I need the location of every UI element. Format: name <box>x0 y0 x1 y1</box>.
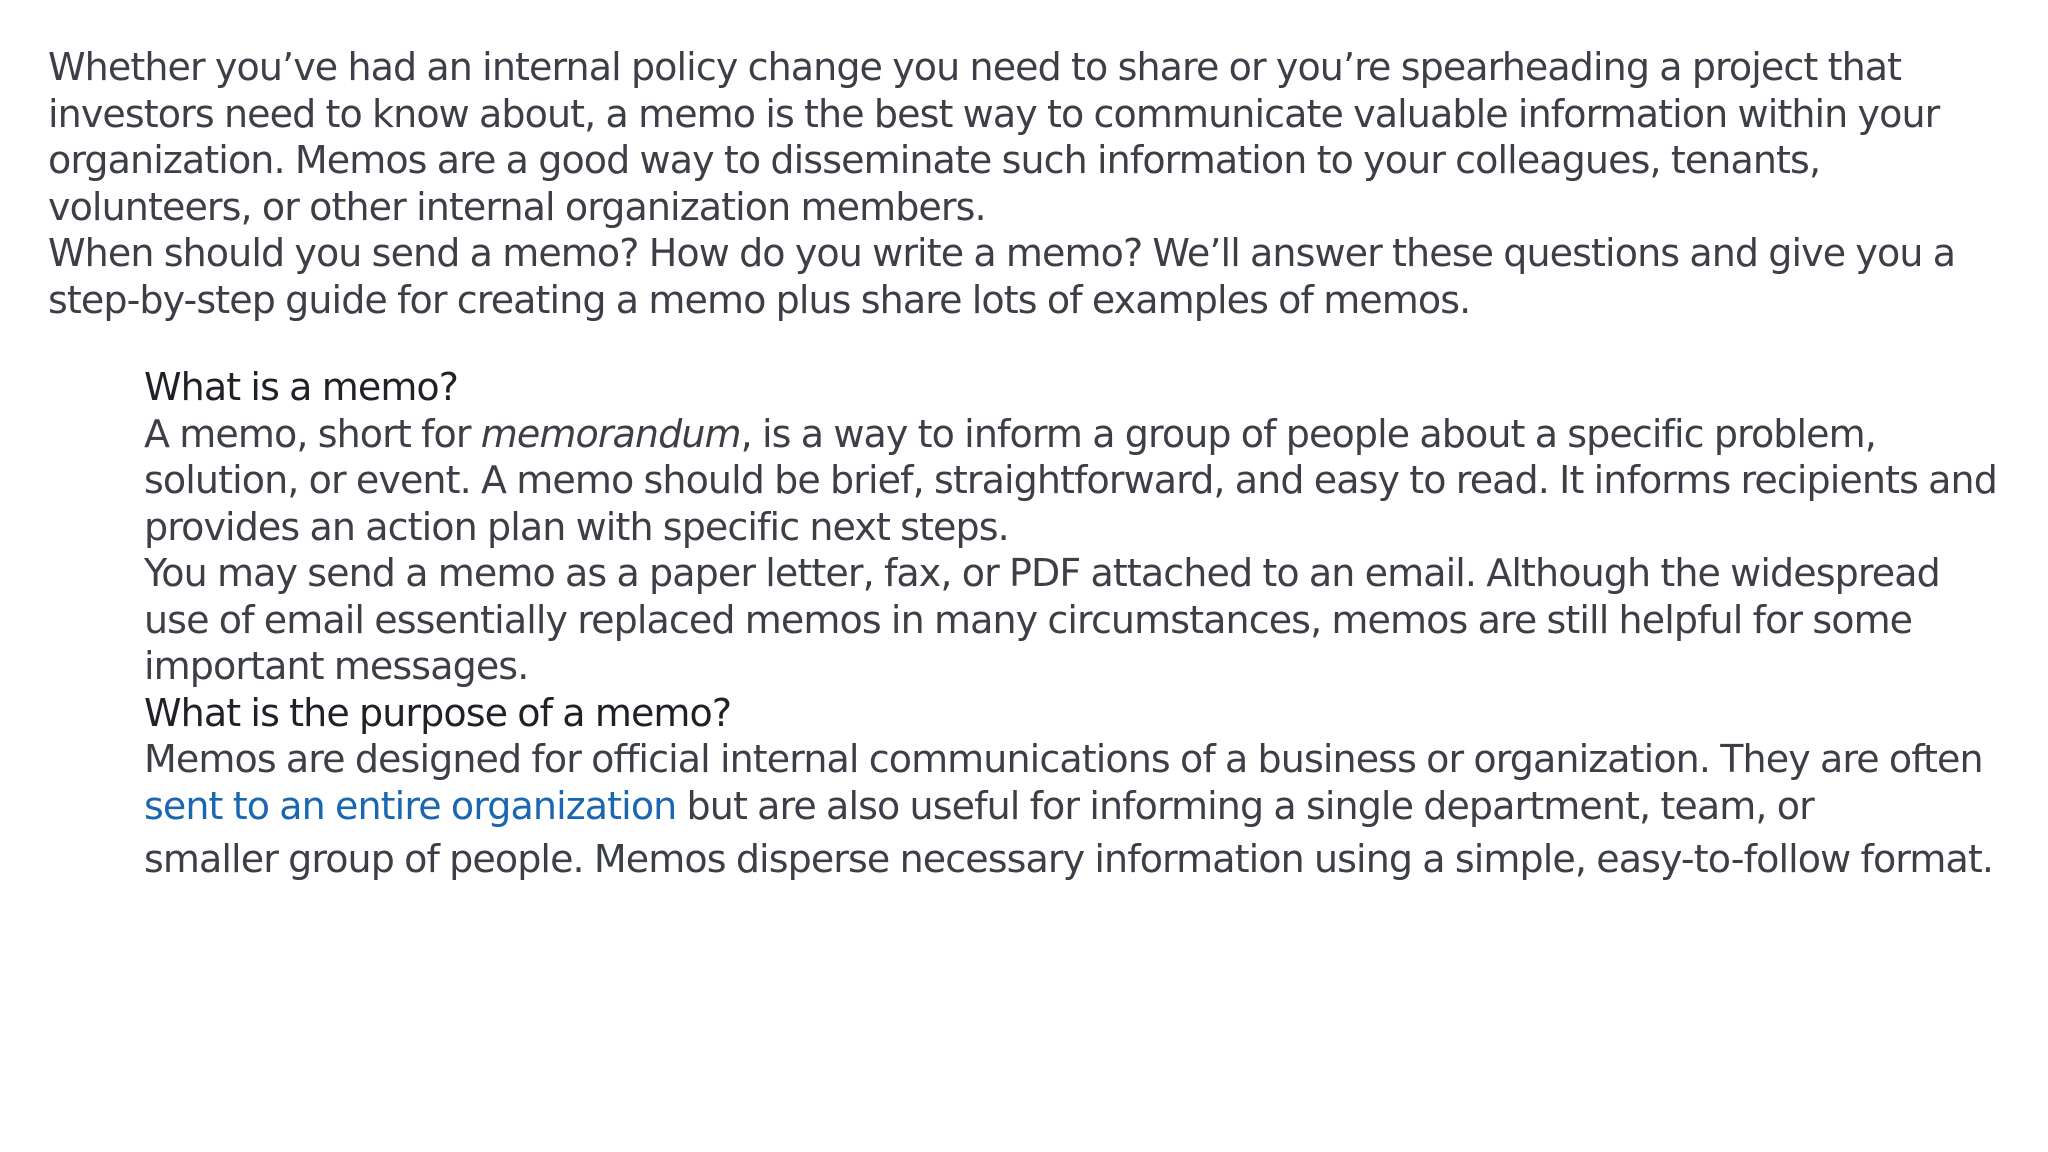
entire-organization-link[interactable]: sent to an entire organization <box>144 783 677 828</box>
memo-definition-text-2: , is a way to inform a group of people about a specific problem, solution, or event. A memo should be brief, straightforward, and easy to read. It informs recipients and provides an action plan with specific next steps. <box>144 411 1997 549</box>
memo-format-paragraph: You may send a memo as a paper letter, fax, or PDF attached to an email. Although the widespread use of email essentially replaced memos in many circumstances, memos are still helpful for some important messages. <box>144 551 1940 688</box>
memo-definition-text-1: A memo, short for <box>144 411 481 456</box>
memo-purpose-paragraph <box>144 736 2014 883</box>
memo-purpose-text-2: but are also useful for informing a single department, team, or <box>676 783 1814 828</box>
article-intro <box>48 44 1998 323</box>
memo-sections <box>144 364 2014 883</box>
memo-purpose-text-3: smaller group of people. Memos disperse necessary information using a simple, easy-to-follow format. <box>144 837 1994 881</box>
memorandum-term: memorandum <box>480 411 741 456</box>
memo-definition-paragraph <box>144 411 2014 551</box>
heading-what-is-a-memo: What is a memo? <box>144 365 459 409</box>
heading-purpose-of-a-memo: What is the purpose of a memo? <box>144 690 732 735</box>
intro-paragraph-2: When should you send a memo? How do you write a memo? We’ll answer these questions and give you a step-by-step guide for creating a memo plus share lots of examples of memos. <box>48 231 1956 322</box>
memo-purpose-text-1: Memos are designed for official internal communications of a business or organization. They are often <box>144 737 1983 781</box>
intro-paragraph-1: Whether you’ve had an internal policy change you need to share or you’re spearheading a project that investors need to know about, a memo is the best way to communicate valuable information within your organization. Memos are a good way to disseminate such information to your colleagues, tenants, volunteers, or other internal organization members. <box>48 45 1940 229</box>
